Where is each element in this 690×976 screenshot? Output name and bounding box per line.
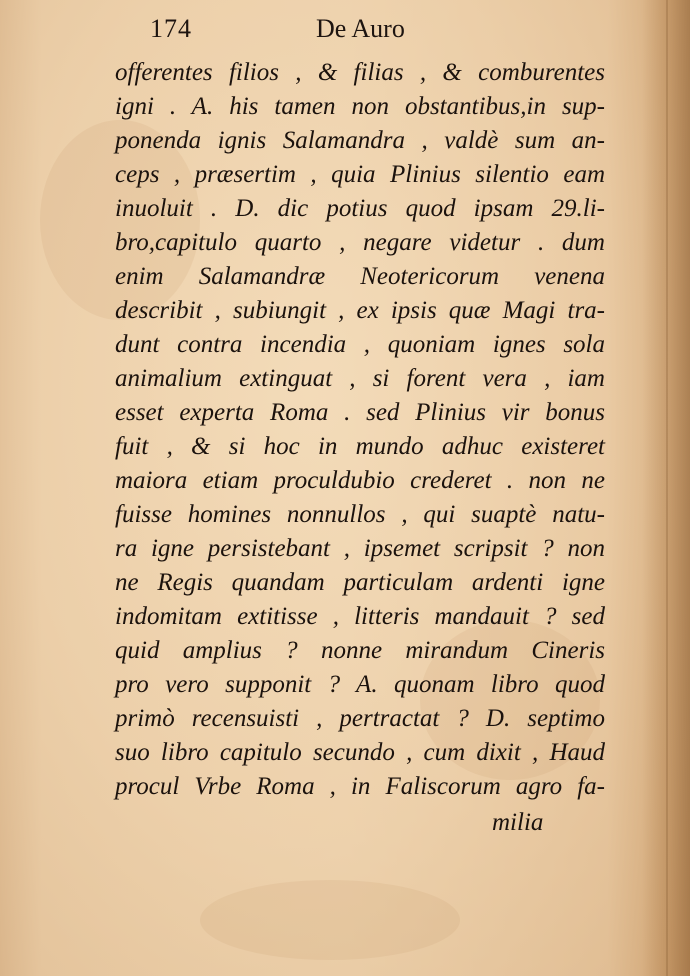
text-line: bro,capitulo quarto , negare videtur . dum bbox=[115, 229, 605, 256]
page-edge-line bbox=[666, 0, 668, 976]
running-head: De Auro bbox=[316, 14, 405, 43]
paper-stain bbox=[200, 880, 460, 960]
text-line: esset experta Roma . sed Plinius vir bonus bbox=[115, 399, 605, 426]
text-line: describit , subiungit , ex ipsis quæ Magi tra- bbox=[115, 297, 605, 324]
text-line: enim Salamandræ Neotericorum venena bbox=[115, 263, 605, 290]
body-text bbox=[115, 56, 605, 804]
text-line: suo libro capitulo secundo , cum dixit , Haud bbox=[115, 739, 605, 766]
text-line: ponenda ignis Salamandra , valdè sum an- bbox=[115, 127, 605, 154]
text-line: ne Regis quandam particulam ardenti igne bbox=[115, 569, 605, 596]
text-line: dunt contra incendia , quoniam ignes sola bbox=[115, 331, 605, 358]
text-line: indomitam extitisse , litteris mandauit ? sed bbox=[115, 603, 605, 630]
text-line: procul Vrbe Roma , in Faliscorum agro fa- bbox=[115, 773, 605, 800]
text-line: offerentes filios , & filias , & comburentes bbox=[115, 59, 605, 86]
page-number: 174 bbox=[150, 14, 192, 43]
text-line: pro vero supponit ? A. quonam libro quod bbox=[115, 671, 605, 698]
page-header bbox=[150, 14, 420, 48]
text-line: inuoluit . D. dic potius quod ipsam 29.li- bbox=[115, 195, 605, 222]
catchword: milia bbox=[492, 809, 544, 836]
text-line: igni . A. his tamen non obstantibus,in sup- bbox=[115, 93, 605, 120]
text-line: animalium extinguat , si forent vera , iam bbox=[115, 365, 605, 392]
text-line: ra igne persistebant , ipsemet scripsit ? non bbox=[115, 535, 605, 562]
text-line: maiora etiam proculdubio crederet . non ne bbox=[115, 467, 605, 494]
text-line: fuit , & si hoc in mundo adhuc existeret bbox=[115, 433, 605, 460]
text-line: ceps , præsertim , quia Plinius silentio eam bbox=[115, 161, 605, 188]
text-line: fuisse homines nonnullos , qui suaptè natu- bbox=[115, 501, 605, 528]
text-line: primò recensuisti , pertractat ? D. septimo bbox=[115, 705, 605, 732]
text-line: quid amplius ? nonne mirandum Cineris bbox=[115, 637, 605, 664]
